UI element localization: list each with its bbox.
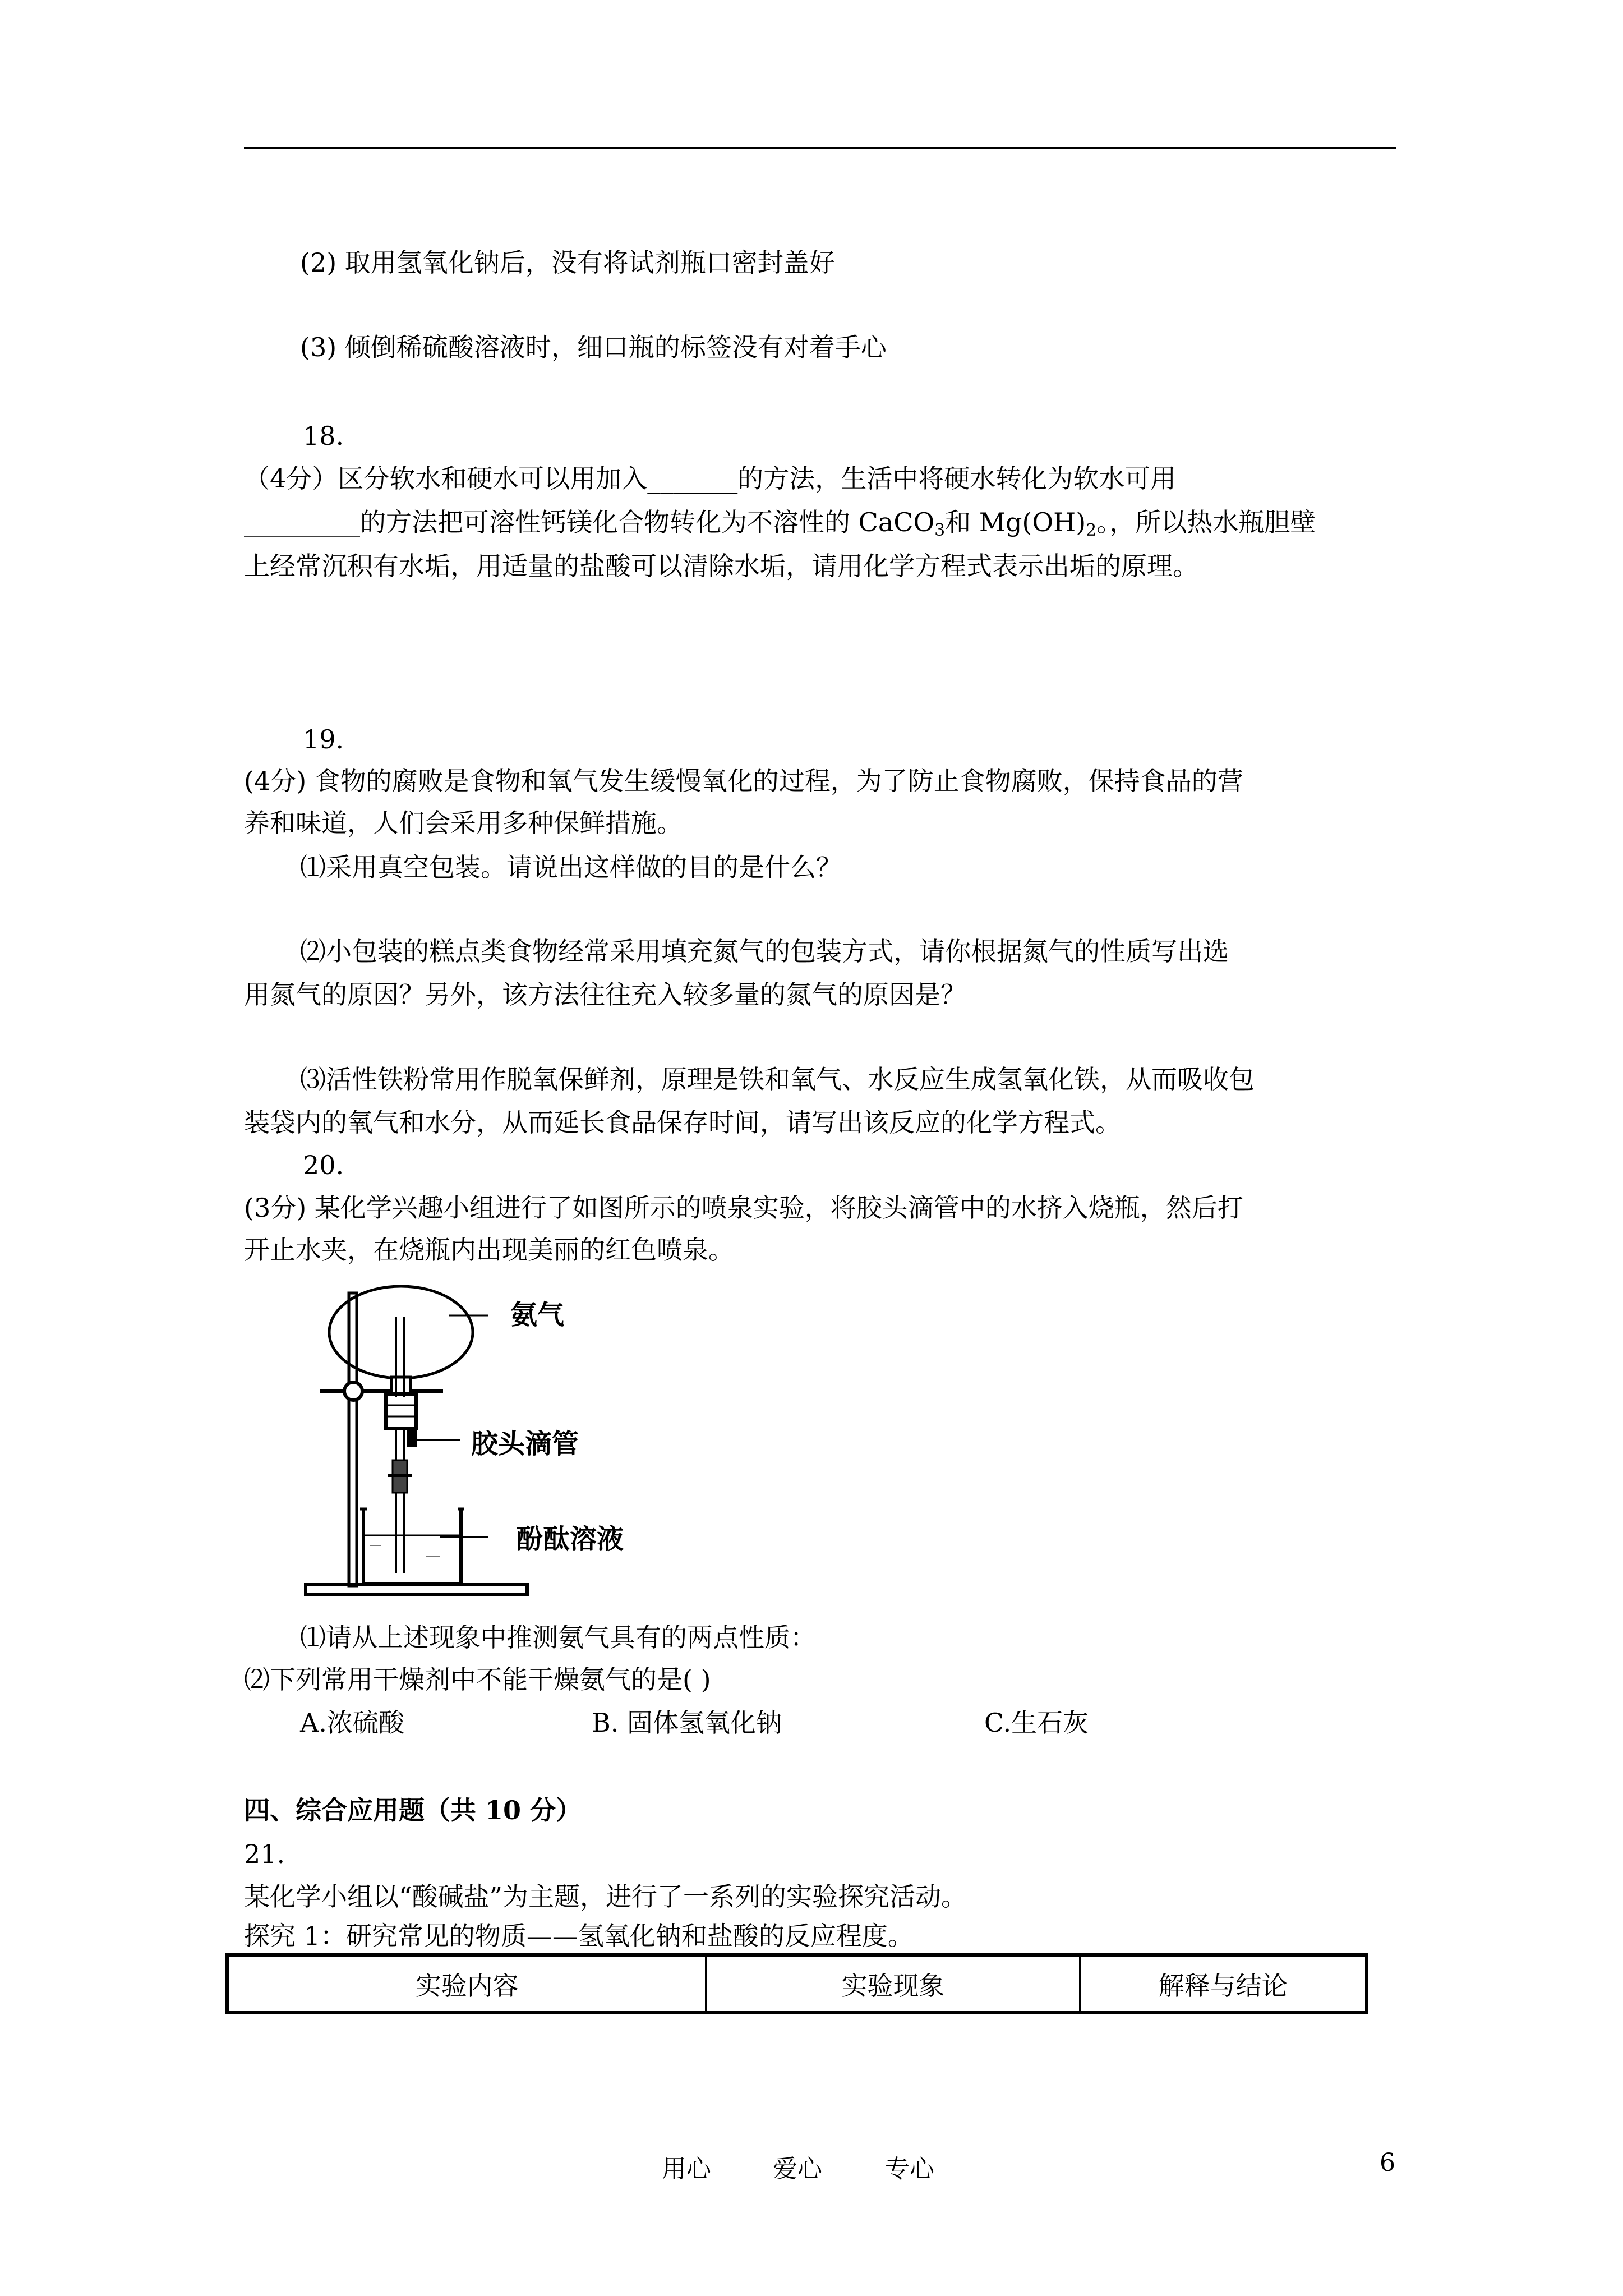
q20-option-a: A.浓硫酸 xyxy=(300,1708,404,1738)
q21-intro: 某化学小组以“酸碱盐”为主题，进行了一系列的实验探究活动。 xyxy=(244,1881,967,1912)
clamp-boss xyxy=(344,1382,362,1400)
q20-number: 20. xyxy=(303,1150,344,1180)
q21-explore-1: 探究 1：研究常见的物质——氢氧化钠和盐酸的反应程度。 xyxy=(244,1921,914,1951)
footer-slogan-3: 专心 xyxy=(885,2155,934,2183)
table-header-row xyxy=(227,1955,1367,2013)
q20-part-1: ⑴请从上述现象中推测氨气具有的两点性质： xyxy=(300,1622,816,1653)
q18-line-1: （4分）区分软水和硬水可以用加入_______的方法，生活中将硬水转化为软水可用 xyxy=(244,463,1177,494)
q19-part-3-line-2: 装袋内的氧气和水分，从而延长食品保存时间，请写出该反应的化学方程式。 xyxy=(244,1107,1121,1138)
label-ammonia: 氨气 xyxy=(510,1299,565,1331)
q18-line-3: 上经常沉积有水垢，用适量的盐酸可以清除水垢，请用化学方程式表示出垢的原理。 xyxy=(244,551,1198,581)
beaker xyxy=(363,1509,461,1584)
table-header-cell: 实验内容 xyxy=(227,1955,706,2013)
flask-bulb xyxy=(329,1286,473,1378)
q19-number: 19. xyxy=(303,724,344,754)
q19-part-1: ⑴采用真空包装。请说出这样做的目的是什么？ xyxy=(300,852,842,882)
q20-line-2: 开止水夹，在烧瓶内出现美丽的红色喷泉。 xyxy=(244,1235,734,1265)
section-4-heading: 四、综合应用题（共 10 分） xyxy=(244,1795,582,1825)
page-number: 6 xyxy=(1380,2148,1395,2177)
q21-number: 21. xyxy=(244,1839,285,1869)
q20-line-1: (3分) 某化学兴趣小组进行了如图所示的喷泉实验，将胶头滴管中的水挤入烧瓶，然后打 xyxy=(244,1193,1243,1223)
header-rule xyxy=(244,147,1396,149)
q17-item-2: (2) 取用氢氧化钠后，没有将试剂瓶口密封盖好 xyxy=(300,247,835,278)
dropper-bulb xyxy=(407,1427,417,1447)
stand-base xyxy=(306,1585,527,1595)
stand-rod xyxy=(349,1293,357,1586)
footer-slogan-2: 爱心 xyxy=(773,2155,822,2183)
q19-part-3-line-1: ⑶活性铁粉常用作脱氧保鲜剂，原理是铁和氧气、水反应生成氢氧化铁，从而吸收包 xyxy=(300,1064,1255,1094)
q19-part-2-line-1: ⑵小包装的糕点类食物经常采用填充氮气的包装方式，请你根据氮气的性质写出选 xyxy=(300,936,1229,967)
fountain-experiment-figure xyxy=(297,1282,723,1602)
q18-number: 18. xyxy=(303,421,344,451)
footer-slogan-1: 用心 xyxy=(662,2155,711,2183)
q17-item-3: (3) 倾倒稀硫酸溶液时，细口瓶的标签没有对着手心 xyxy=(300,332,887,362)
q19-part-2-line-2: 用氮气的原因？另外，该方法往往充入较多量的氮气的原因是？ xyxy=(244,979,966,1010)
table-header-cell: 实验现象 xyxy=(706,1955,1080,2013)
label-phenolphthalein: 酚酞溶液 xyxy=(516,1524,624,1555)
label-dropper: 胶头滴管 xyxy=(471,1428,579,1460)
experiment-table xyxy=(225,1953,1368,2014)
stopper xyxy=(386,1394,416,1429)
q18-line-2: _________的方法把可溶性钙镁化合物转化为不溶性的 CaCO$_3$和 $Mg(OH)_2$。，所以热水瓶胆壁 xyxy=(244,507,1316,540)
q19-line-2: 养和味道，人们会采用多种保鲜措施。 xyxy=(244,808,683,838)
q20-option-b: B. 固体氢氧化钠 xyxy=(592,1708,782,1738)
q20-part-2: ⑵下列常用干燥剂中不能干燥氨气的是( ) xyxy=(244,1664,711,1695)
q20-option-c: C.生石灰 xyxy=(984,1708,1089,1738)
q19-line-1: (4分) 食物的腐败是食物和氧气发生缓慢氧化的过程，为了防止食物腐败，保持食品的营 xyxy=(244,766,1243,796)
table-header-cell: 解释与结论 xyxy=(1080,1955,1367,2013)
